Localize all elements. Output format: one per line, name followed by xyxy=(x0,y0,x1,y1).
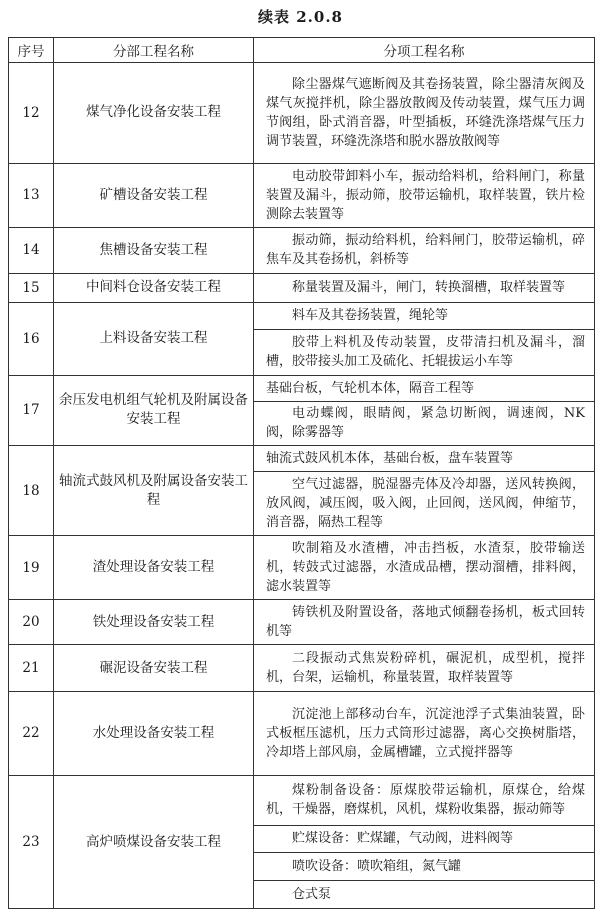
table-row xyxy=(9,600,595,645)
division-name: 铁处理设备安装工程 xyxy=(54,600,254,645)
sub-item-cell: 空气过滤器，脱湿器壳体及冷却器，送风转换阀，放风阀，减压阀，吸入阀，止回阀，送风阀，伸缩节，消音器，隔热工程等 xyxy=(254,471,595,536)
table-row xyxy=(9,163,595,227)
header-row xyxy=(9,38,595,63)
division-name: 上料设备安装工程 xyxy=(54,302,254,375)
sub-item-cell: 吹制箱及水渣槽，冲击挡板，水渣泵，胶带输送机，转鼓式过滤器，水渣成品槽，摆动溜槽，排料阀，滤水装置等 xyxy=(254,536,595,600)
row-number: 20 xyxy=(9,600,54,645)
sub-item-cell: 电动蝶阀，眼睛阀，紧急切断阀，调速阀，NK阀，除雾器等 xyxy=(254,401,595,445)
sub-item-cell: 喷吹设备：喷吹箱组，氮气罐 xyxy=(254,853,595,881)
table-row xyxy=(9,375,595,401)
division-name: 中间料仓设备安装工程 xyxy=(54,273,254,302)
row-number: 12 xyxy=(9,63,54,164)
row-number: 23 xyxy=(9,776,54,909)
sub-item-cell: 煤粉制备设备：原煤胶带运输机，原煤仓，给煤机，干燥器，磨煤机，风机，煤粉收集器，振动筛等 xyxy=(254,776,595,825)
table-row xyxy=(9,273,595,302)
sub-item-cell: 称量装置及漏斗，闸门，转换溜槽，取样装置等 xyxy=(254,273,595,302)
row-number: 14 xyxy=(9,227,54,273)
division-name: 矿槽设备安装工程 xyxy=(54,163,254,227)
sub-item-cell: 轴流式鼓风机本体，基础台板，盘车装置等 xyxy=(254,445,595,471)
division-name: 碾泥设备安装工程 xyxy=(54,645,254,691)
table-row xyxy=(9,645,595,691)
row-number: 15 xyxy=(9,273,54,302)
sub-item-cell: 电动胶带卸料小车，振动给料机，给料闸门，称量装置及漏斗，振动筛，胶带运输机，取样装置，铁片检测除去装置等 xyxy=(254,163,595,227)
sub-item-cell: 基础台板，气轮机本体，隔音工程等 xyxy=(254,375,595,401)
table-row xyxy=(9,302,595,329)
sub-item-cell: 仓式泵 xyxy=(254,881,595,909)
table-row xyxy=(9,776,595,825)
row-number: 16 xyxy=(9,302,54,375)
sub-item-cell: 胶带上料机及传动装置，皮带清扫机及漏斗，溜槽，胶带接头加工及硫化、托辊拔运小车等 xyxy=(254,329,595,375)
row-number: 13 xyxy=(9,163,54,227)
division-name: 渣处理设备安装工程 xyxy=(54,536,254,600)
row-number: 17 xyxy=(9,375,54,445)
row-number: 19 xyxy=(9,536,54,600)
sub-item-cell: 贮煤设备：贮煤罐，气动阀，进料阀等 xyxy=(254,825,595,853)
sub-item-cell: 除尘器煤气遮断阀及其卷扬装置，除尘器清灰阀及煤气灰搅拌机，除尘器放散阀及传动装置，煤气压力调节阀组，卧式消音器，叶型插板，环缝洗涤塔煤气压力调节装置，环缝洗涤塔和脱水器放散阀等 xyxy=(254,63,595,164)
division-name: 高炉喷煤设备安装工程 xyxy=(54,776,254,909)
header-subitems: 分项工程名称 xyxy=(254,38,595,63)
table-row xyxy=(9,227,595,273)
division-name: 轴流式鼓风机及附属设备安装工程 xyxy=(54,445,254,536)
project-division-table xyxy=(8,37,595,909)
division-name: 水处理设备安装工程 xyxy=(54,691,254,775)
table-row xyxy=(9,445,595,471)
row-number: 22 xyxy=(9,691,54,775)
sub-item-cell: 振动筛，振动给料机，给料闸门，胶带运输机，碎焦车及其卷扬机，斜桥等 xyxy=(254,227,595,273)
division-name: 煤气净化设备安装工程 xyxy=(54,63,254,164)
row-number: 18 xyxy=(9,445,54,536)
table-title: 续表 2.0.8 xyxy=(258,8,343,26)
sub-item-cell: 铸铁机及附置设备，落地式倾翻卷扬机，板式回转机等 xyxy=(254,600,595,645)
sub-item-cell: 二段振动式焦炭粉碎机，碾泥机，成型机，搅拌机，台架，运输机，称量装置，取样装置等 xyxy=(254,645,595,691)
table-row xyxy=(9,691,595,775)
header-division: 分部工程名称 xyxy=(54,38,254,63)
row-number: 21 xyxy=(9,645,54,691)
division-name: 余压发电机组气轮机及附属设备安装工程 xyxy=(54,375,254,445)
header-no: 序号 xyxy=(9,38,54,63)
table-row xyxy=(9,63,595,164)
sub-item-cell: 料车及其卷扬装置，绳轮等 xyxy=(254,302,595,329)
sub-item-cell: 沉淀池上部移动台车，沉淀池浮子式集油装置，卧式板框压滤机，压力式筒形过滤器，离心交换树脂塔，冷却塔上部风扇，金属槽罐，立式搅拌器等 xyxy=(254,691,595,775)
division-name: 焦槽设备安装工程 xyxy=(54,227,254,273)
table-row xyxy=(9,536,595,600)
